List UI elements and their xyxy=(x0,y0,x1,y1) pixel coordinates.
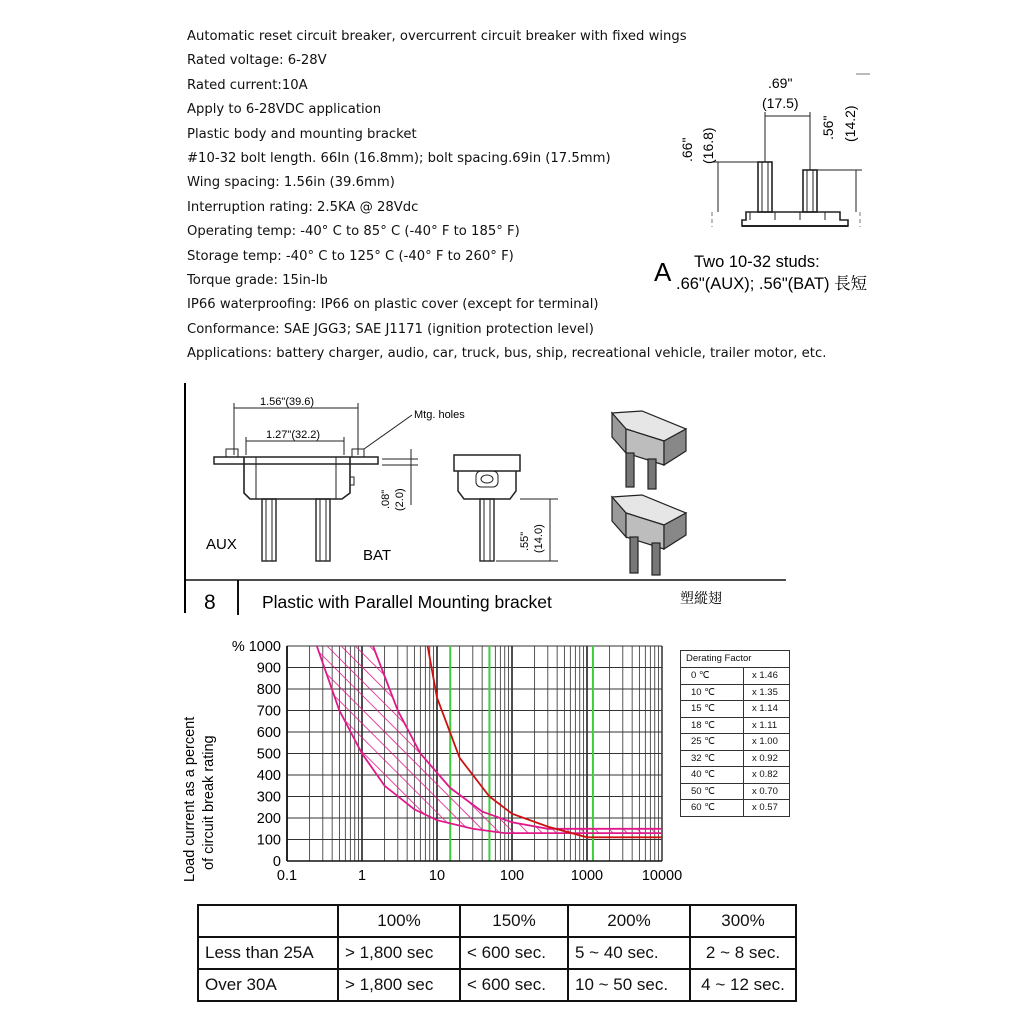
stud-caption-lengths: .66"(AUX); .56"(BAT) 長短 xyxy=(676,275,868,293)
axis-ticks xyxy=(232,639,682,884)
bracket-thickness-in: .08" xyxy=(380,489,392,509)
x-tick-label: 1 xyxy=(357,868,367,884)
trip-curve-chart xyxy=(175,636,683,888)
spec-line: #10-32 bolt length. 66In (16.8mm); bolt spacing.69in (17.5mm) xyxy=(187,151,611,166)
y-axis-label-line1: Load current as a percent xyxy=(182,716,198,882)
stud-caption: Two 10-32 studs: xyxy=(694,253,820,271)
aux-length-in: .66" xyxy=(679,137,695,162)
mounting-holes-label: Mtg. holes xyxy=(414,409,465,421)
spec-line: Rated current:10A xyxy=(187,78,308,93)
y-axis-label-line2: of circuit break rating xyxy=(201,735,217,870)
stud-length-in: .55" xyxy=(519,531,531,551)
variant-number: 8 xyxy=(204,591,216,614)
stud-length-mm: (14.0) xyxy=(533,524,545,553)
y-tick-label: 800 xyxy=(256,682,281,698)
spec-line: Conformance: SAE JGG3; SAE J1171 (ignition protection level) xyxy=(187,322,594,337)
derating-row xyxy=(681,734,789,751)
derating-temp: 15 ℃ xyxy=(681,701,744,717)
derating-factor: x 1.46 xyxy=(752,670,778,681)
stud-width-in: .69" xyxy=(768,75,793,91)
y-tick-label: 400 xyxy=(256,768,281,784)
derating-row xyxy=(681,701,789,718)
derating-temp: 18 ℃ xyxy=(681,718,744,734)
y-tick-label: 200 xyxy=(256,811,281,827)
spec-line: Interruption rating: 2.5KA @ 28Vdc xyxy=(187,200,419,215)
bat-length-mm: (14.2) xyxy=(842,105,858,142)
table-cell: < 600 sec. xyxy=(460,969,568,1001)
x-tick-label: 100 xyxy=(499,868,525,884)
bracket-diagram xyxy=(186,385,786,625)
derating-row xyxy=(681,668,789,685)
y-tick-label: 900 xyxy=(256,660,281,677)
y-tick-label: 300 xyxy=(256,789,281,806)
derating-temp: 25 ℃ xyxy=(681,734,744,750)
spec-line: Applications: battery charger, audio, car, truck, bus, ship, recreational vehicle, trailer motor, etc. xyxy=(187,346,827,361)
y-tick-label: % 1000 xyxy=(231,639,281,655)
stud-diagram xyxy=(650,62,920,302)
x-tick-label: 10 xyxy=(428,868,446,884)
bracket-thickness-mm: (2.0) xyxy=(394,488,406,511)
table-row xyxy=(198,937,796,969)
table-cell: > 1,800 sec xyxy=(338,937,460,969)
x-tick-label: 0.1 xyxy=(276,868,298,884)
spec-line: Torque grade: 15in-lb xyxy=(187,273,328,288)
derating-temp: 10 ℃ xyxy=(681,685,744,701)
spec-line: Apply to 6-28VDC application xyxy=(187,102,382,117)
spec-line: Plastic body and mounting bracket xyxy=(187,127,417,142)
y-tick-label: 500 xyxy=(256,746,281,763)
variant-letter: A xyxy=(654,257,672,287)
derating-row xyxy=(681,800,789,816)
table-cell: 5 ~ 40 sec. xyxy=(568,937,690,969)
wing-spacing-dim: 1.56"(39.6) xyxy=(260,396,315,408)
derating-factor: x 1.35 xyxy=(752,686,778,698)
breaker-3d-top xyxy=(612,411,686,489)
table-cell: < 600 sec. xyxy=(460,937,568,969)
table-header-cell xyxy=(198,905,338,937)
y-tick-label: 600 xyxy=(256,725,281,741)
derating-temp: 50 ℃ xyxy=(681,784,744,800)
x-tick-label: 10000 xyxy=(641,868,683,884)
derating-factor: x 1.00 xyxy=(752,736,778,747)
bracket-title: Plastic with Parallel Mounting bracket xyxy=(262,592,552,612)
derating-temp: 0 ℃ xyxy=(681,668,744,684)
stud-width-mm: (17.5) xyxy=(762,95,799,111)
table-cell: 4 ~ 12 sec. xyxy=(690,969,796,1001)
derating-factor: x 0.70 xyxy=(752,785,778,797)
table-header-cell: 100% xyxy=(338,905,460,937)
table-cell: 2 ~ 8 sec. xyxy=(690,937,796,969)
table-cell: > 1,800 sec xyxy=(338,969,460,1001)
derating-temp: 32 ℃ xyxy=(681,751,744,767)
spec-line: Rated voltage: 6-28V xyxy=(187,53,327,68)
derating-factor: x 0.82 xyxy=(752,769,778,780)
derating-factor: x 0.92 xyxy=(752,752,778,764)
derating-table xyxy=(680,650,790,817)
derating-factor: x 1.11 xyxy=(752,719,778,731)
breaker-3d-illustrations xyxy=(612,411,686,575)
chinese-note: 塑縱翅 xyxy=(680,590,722,606)
derating-row xyxy=(681,718,789,735)
body-width-dim: 1.27"(32.2) xyxy=(266,429,321,441)
spec-line: Storage temp: -40° C to 125° C (-40° F to 260° F) xyxy=(187,249,514,264)
bat-terminal-label: BAT xyxy=(363,547,392,564)
table-cell: Over 30A xyxy=(198,969,338,1001)
derating-title: Derating Factor xyxy=(681,651,789,668)
derating-temp: 40 ℃ xyxy=(681,767,744,783)
derating-row xyxy=(681,751,789,768)
x-tick-label: 1000 xyxy=(570,868,604,884)
y-tick-label: 700 xyxy=(256,703,281,720)
aux-terminal-label: AUX xyxy=(206,536,237,553)
derating-factor: x 0.57 xyxy=(752,802,778,813)
derating-row xyxy=(681,784,789,801)
spec-line: Operating temp: -40° C to 85° C (-40° F to 185° F) xyxy=(187,224,520,239)
breaker-3d-bottom xyxy=(612,495,686,575)
spec-line: Automatic reset circuit breaker, overcurrent circuit breaker with fixed wings xyxy=(187,29,687,44)
table-header-row xyxy=(198,905,796,937)
bat-length-in: .56" xyxy=(820,115,836,140)
trip-time-table xyxy=(197,904,797,1000)
table-header-cell: 300% xyxy=(690,905,796,937)
y-tick-label: 100 xyxy=(256,832,281,849)
table-header-cell: 150% xyxy=(460,905,568,937)
y-tick-label: 0 xyxy=(272,854,281,870)
derating-temp: 60 ℃ xyxy=(681,800,744,816)
table-cell: Less than 25A xyxy=(198,937,338,969)
table-cell: 10 ~ 50 sec. xyxy=(568,969,690,1001)
aux-length-mm: (16.8) xyxy=(700,127,716,164)
derating-row xyxy=(681,767,789,784)
spec-line: IP66 waterproofing: IP66 on plastic cover (except for terminal) xyxy=(187,297,599,312)
table-row xyxy=(198,969,796,1001)
spec-line: Wing spacing: 1.56in (39.6mm) xyxy=(187,175,395,190)
table-header-cell: 200% xyxy=(568,905,690,937)
derating-row xyxy=(681,685,789,702)
derating-factor: x 1.14 xyxy=(752,703,778,714)
